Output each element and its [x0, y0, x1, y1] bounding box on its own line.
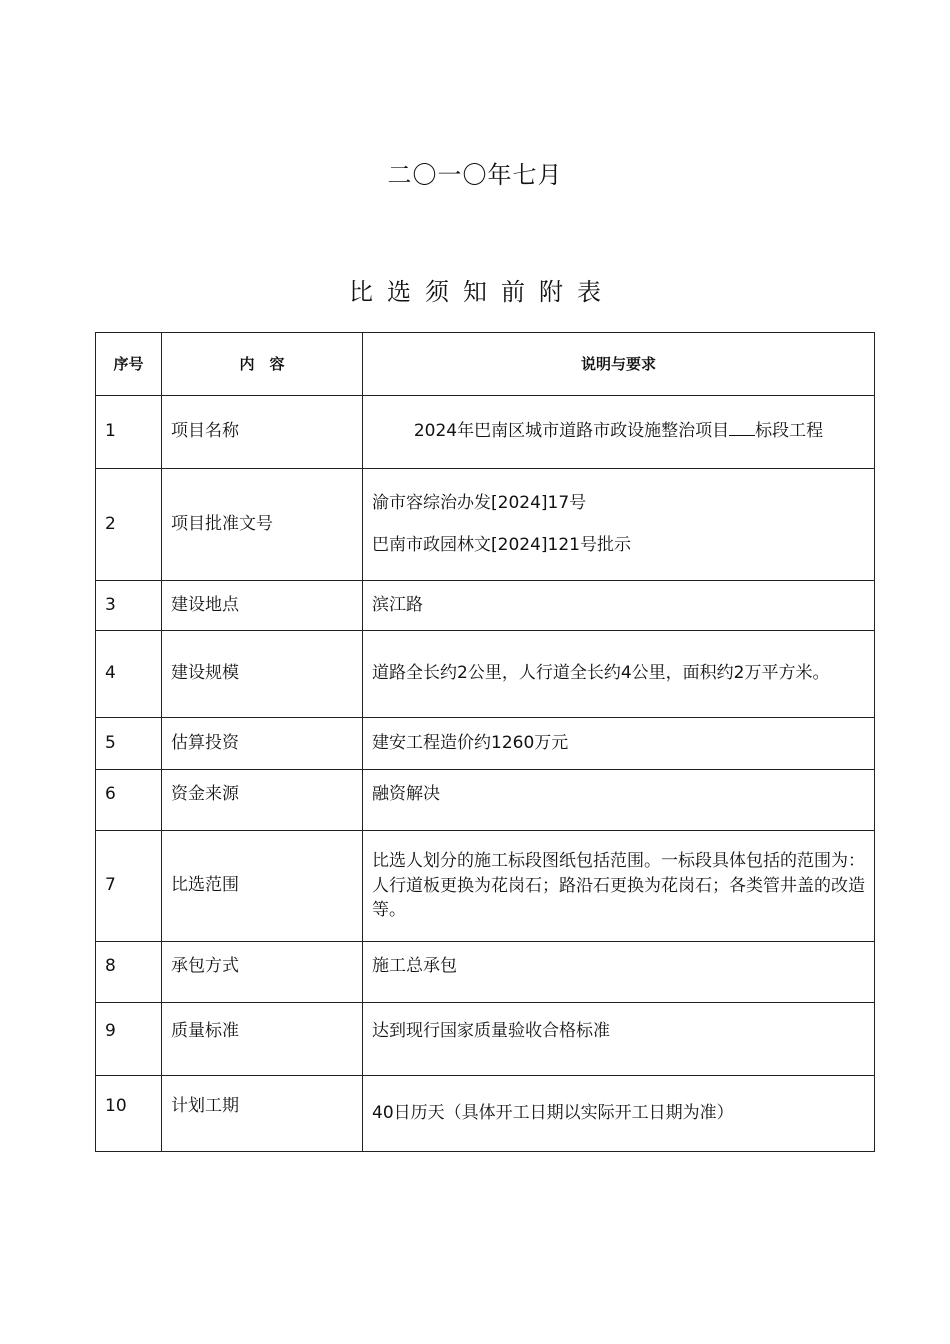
- approval-number-2: 巴南市政园林文[2024]121号批示: [372, 534, 631, 555]
- table-row: [96, 1076, 875, 1152]
- table-row: [96, 581, 875, 631]
- row-seq: 2: [96, 469, 162, 581]
- row-item: 项目批准文号: [162, 469, 363, 581]
- row-seq: 6: [96, 770, 162, 831]
- header-content: 内 容: [162, 333, 363, 396]
- project-name-text: 2024年巴南区城市道路市政设施整治项目: [413, 421, 730, 442]
- header-seq: 序号: [96, 333, 162, 396]
- row-seq: 4: [96, 631, 162, 718]
- table-row: [96, 469, 875, 581]
- row-item: 比选范围: [162, 831, 363, 942]
- row-description: 比选人划分的施工标段图纸包括范围。一标段具体包括的范围为：人行道板更换为花岗石；路沿石更换为花岗石；各类管井盖的改造等。: [363, 831, 875, 942]
- blank-underline: [729, 421, 755, 436]
- row-description: 道路全长约2公里，人行道全长约4公里，面积约2万平方米。: [363, 631, 875, 718]
- table-row: [96, 942, 875, 1003]
- table-row: [96, 396, 875, 469]
- row-description: 40日历天（具体开工日期以实际开工日期为准）: [363, 1076, 875, 1152]
- row-description: 建安工程造价约1260万元: [363, 718, 875, 770]
- row-item: 估算投资: [162, 718, 363, 770]
- row-item: 项目名称: [162, 396, 363, 469]
- row-item: 资金来源: [162, 770, 363, 831]
- row-seq: 3: [96, 581, 162, 631]
- table-row: [96, 1003, 875, 1076]
- row-item: 质量标准: [162, 1003, 363, 1076]
- document-title: 比选须知前附表: [349, 278, 615, 306]
- row-seq: 8: [96, 942, 162, 1003]
- row-item: 承包方式: [162, 942, 363, 1003]
- row-item: 建设规模: [162, 631, 363, 718]
- table-row: [96, 831, 875, 942]
- table-row: [96, 631, 875, 718]
- row-seq: 1: [96, 396, 162, 469]
- approval-number-1: 渝市容综治办发[2024]17号: [372, 493, 587, 513]
- document-date: 二〇一〇年七月: [387, 161, 563, 189]
- row-seq: 10: [96, 1076, 162, 1152]
- row-description: 达到现行国家质量验收合格标准: [363, 1003, 875, 1076]
- row-description: 融资解决: [363, 770, 875, 831]
- row-description: 滨江路: [363, 581, 875, 631]
- row-item: 建设地点: [162, 581, 363, 631]
- header-description: 说明与要求: [363, 333, 875, 396]
- row-seq: 9: [96, 1003, 162, 1076]
- row-description: 施工总承包: [363, 942, 875, 1003]
- row-seq: 5: [96, 718, 162, 770]
- table-row: [96, 770, 875, 831]
- row-item: 计划工期: [162, 1076, 363, 1152]
- row-description: [363, 396, 875, 469]
- table-row: [96, 718, 875, 770]
- row-description: [363, 469, 875, 581]
- info-table: [95, 332, 875, 1152]
- table-header-row: [96, 333, 875, 396]
- project-name-suffix: 标段工程: [755, 421, 824, 442]
- row-seq: 7: [96, 831, 162, 942]
